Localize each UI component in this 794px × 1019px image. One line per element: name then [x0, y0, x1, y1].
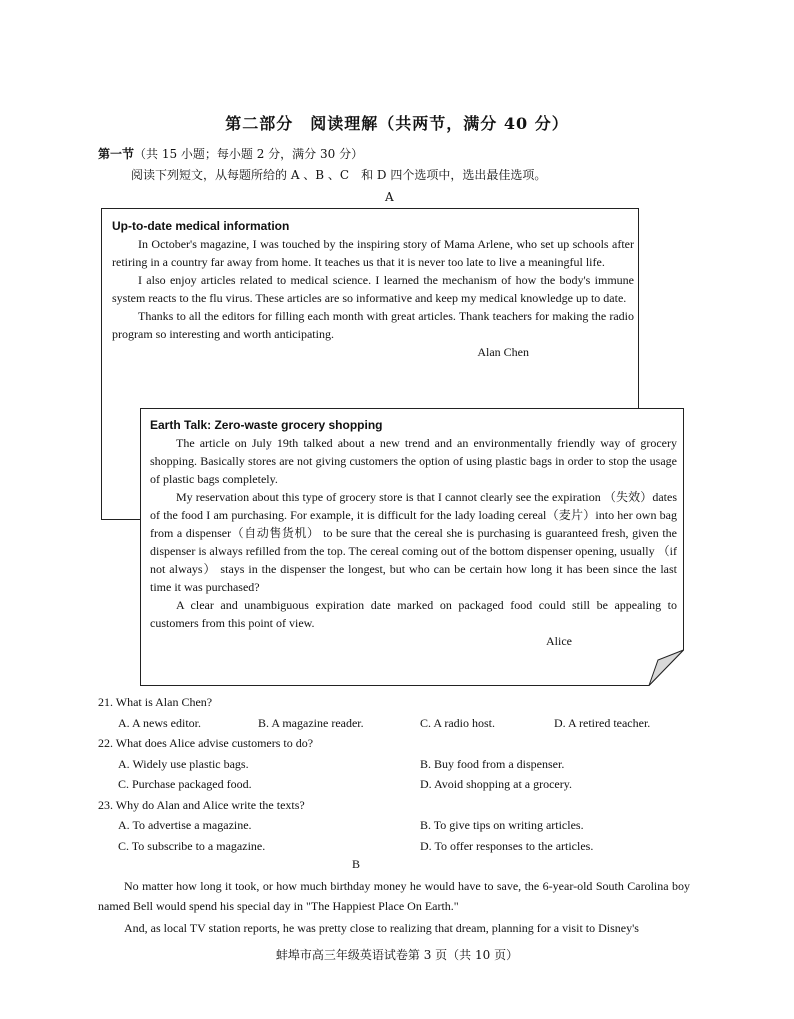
passage-b-paragraph: And, as local TV station reports, he was pretty close to realizing that dream, planning for a visit to Disney's [124, 921, 639, 935]
option-a: A. To advertise a magazine. [118, 818, 252, 832]
option-c: C. To subscribe to a magazine. [118, 838, 266, 853]
passage-b-label: B [352, 857, 361, 871]
option-a: A. Widely use plastic bags. [118, 756, 249, 771]
option-b: B. A magazine reader. [258, 715, 364, 730]
question-options-row [98, 836, 698, 857]
question-stem: 23. Why do Alan and Alice write the texts? [98, 797, 305, 812]
letter2-signature: Alice [546, 634, 572, 648]
page-footer: 蚌埠市高三年级英语试卷第 3 页（共 10 页） [275, 948, 519, 962]
option-d: D. A retired teacher. [554, 715, 651, 730]
question-options-row [98, 713, 698, 734]
passage-a-label: A [385, 190, 394, 204]
question-stem: 22. What does Alice advise customers to do? [98, 736, 314, 750]
letter1-heading: Up-to-date medical information [112, 219, 290, 233]
letter2-paragraph: A clear and unambiguous expiration date marked on packaged food could still be appealing to customers from this point of view. [150, 598, 677, 630]
letter2-paragraph: My reservation about this type of grocery store is that I cannot clearly see the expiration （失效）dates of the food I am purchasing. For example, it is difficult for the lady loading cereal（麦片）into her own bag from a dispenser（自动售货机） to be sure that the cereal she is purchasing is guaranteed fresh, given the dispenser is always refilled from the top. The cereal coming out of the bottom dispenser opening, usually （if not always） stays in the dispenser the longest, but who can be certain how long it has been since the last time it was purchased? [150, 490, 677, 594]
letter2-heading: Earth Talk: Zero-waste grocery shopping [150, 418, 383, 432]
question-options-row [98, 774, 698, 795]
letter-box-alice [140, 408, 684, 686]
passage-b-paragraph: No matter how long it took, or how much birthday money he would have to save, the 6-year-old South Carolina boy named Bell would spend his special day in "The Happiest Place On Earth." [98, 879, 690, 913]
question-options-row [98, 754, 698, 775]
letter2-paragraph: The article on July 19th talked about a new trend and an environmentally friendly way of grocery shopping. Basically stores are not giving customers the option of using plastic bags in order to stop the usage of plastic bags completely. [150, 436, 677, 486]
passage-b [98, 876, 690, 940]
option-b: B. Buy food from a dispenser. [420, 756, 565, 771]
section-label: 第一节 [98, 147, 135, 161]
letter1-paragraph: I also enjoy articles related to medical science. I learned the mechanism of how the body's immune system reacts to the flu virus. These articles are so informative and keep my medical knowledge up to date. [112, 273, 634, 305]
letter1-paragraph: In October's magazine, I was touched by the inspiring story of Mama Arlene, who set up schools after retiring in a country far away from home. It teaches us that it is never too late to live a meaningful life. [112, 237, 634, 269]
option-c: C. A radio host. [420, 715, 496, 730]
option-d: D. Avoid shopping at a grocery. [420, 777, 572, 791]
section-heading [98, 145, 363, 162]
option-c: C. Purchase packaged food. [118, 777, 252, 791]
questions-block [98, 692, 698, 856]
letter1-signature: Alan Chen [477, 345, 529, 359]
page-title: 第二部分 阅读理解（共两节，满分 40 分） [225, 114, 569, 133]
question-stem: 21. What is Alan Chen? [98, 695, 213, 709]
letter1-paragraph: Thanks to all the editors for filling each month with great articles. Thank teachers for making the radio program so interesting and worth anticipating. [112, 309, 634, 341]
option-d: D. To offer responses to the articles. [420, 838, 594, 853]
instructions: 阅读下列短文，从每题所给的 A 、B 、C 和 D 四个选项中，选出最佳选项。 [131, 168, 547, 182]
option-b: B. To give tips on writing articles. [420, 818, 584, 832]
section-description: （共 15 小题；每小题 2 分，满分 30 分） [134, 147, 364, 161]
question-options-row [98, 815, 698, 836]
option-a: A. A news editor. [118, 715, 201, 730]
